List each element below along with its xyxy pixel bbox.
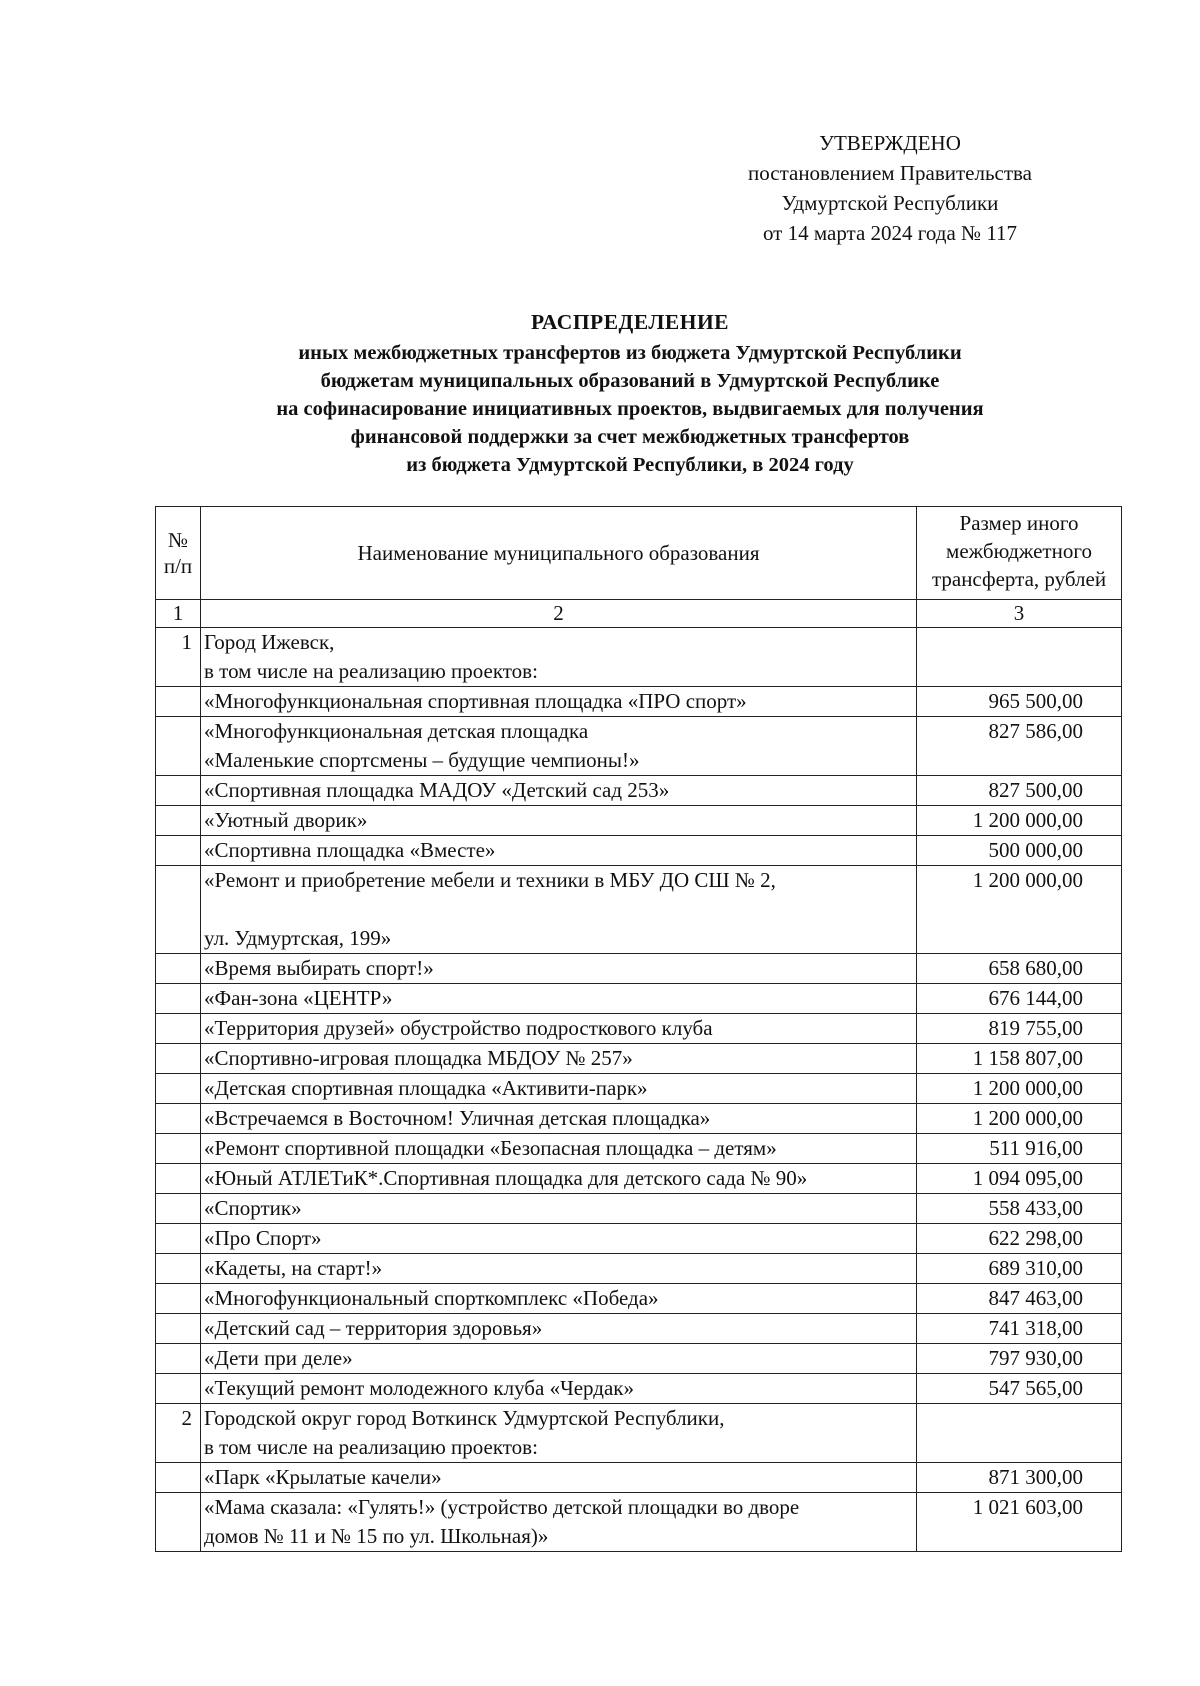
row-name (201, 984, 917, 1014)
table-row (156, 776, 1122, 806)
table-row (156, 1314, 1122, 1344)
row-name-line: «Маленькие спортсмены – будущие чемпионы!» (204, 748, 640, 772)
row-number (156, 687, 201, 717)
table-row (156, 1493, 1122, 1552)
row-number (156, 1164, 201, 1194)
header-number (156, 507, 201, 600)
row-name-line: «Спортивна площадка «Вместе» (204, 838, 496, 862)
row-name-line: «Спортивно-игровая площадка МБДОУ № 257» (204, 1046, 633, 1070)
row-number (156, 1493, 201, 1552)
row-name (201, 1284, 917, 1314)
row-amount: 676 144,00 (917, 984, 1122, 1014)
row-name (201, 1194, 917, 1224)
approval-date: от 14 марта 2024 года № 117 (762, 221, 1018, 245)
header-amount (917, 507, 1122, 600)
table-row (156, 717, 1122, 776)
header-number-symbol: № (167, 528, 189, 552)
row-name-line: «Фан-зона «ЦЕНТР» (204, 986, 393, 1010)
row-number (156, 836, 201, 866)
row-number (156, 1044, 201, 1074)
row-name-line: в том числе на реализацию проектов: (204, 1435, 538, 1459)
header-amount-line: трансферта, рублей (931, 567, 1107, 591)
row-amount: 547 565,00 (917, 1374, 1122, 1404)
row-name-line: «Про Спорт» (204, 1226, 322, 1250)
row-name-line: ул. Удмуртская, 199» (204, 926, 392, 950)
table-row (156, 806, 1122, 836)
row-name (201, 866, 917, 954)
row-amount: 658 680,00 (917, 954, 1122, 984)
row-name-line: «Встречаемся в Восточном! Уличная детская площадка» (204, 1106, 711, 1130)
table-row (156, 866, 1122, 954)
row-amount: 871 300,00 (917, 1463, 1122, 1493)
row-amount: 847 463,00 (917, 1284, 1122, 1314)
row-name-line: «Парк «Крылатые качели» (204, 1465, 442, 1489)
title-line: на софинасирование инициативных проектов, выдвигаемых для получения (276, 398, 984, 420)
row-amount: 965 500,00 (917, 687, 1122, 717)
row-number (156, 1074, 201, 1104)
row-name-line: «Юный АТЛЕТиК*.Спортивная площадка для детского сада № 90» (204, 1166, 808, 1190)
row-number (156, 1374, 201, 1404)
row-name-line: «Детская спортивная площадка «Активити-парк» (204, 1076, 648, 1100)
approval-line: постановлением Правительства (747, 161, 1032, 185)
title-line: бюджетам муниципальных образований в Удмуртской Республике (320, 370, 940, 392)
table-row (156, 1463, 1122, 1493)
header-name: Наименование муниципального образования (201, 507, 917, 600)
row-name (201, 836, 917, 866)
row-name-line: «Дети при деле» (204, 1346, 353, 1370)
row-name-line: в том числе на реализацию проектов: (204, 659, 538, 683)
table-row (156, 1224, 1122, 1254)
row-number (156, 776, 201, 806)
table-row (156, 1284, 1122, 1314)
row-number (156, 1134, 201, 1164)
row-name (201, 628, 917, 687)
row-name (201, 1314, 917, 1344)
row-amount: 741 318,00 (917, 1314, 1122, 1344)
approval-line: Удмуртской Республики (781, 191, 999, 215)
row-name (201, 1344, 917, 1374)
row-number (156, 954, 201, 984)
column-index: 2 (201, 600, 917, 628)
row-amount: 622 298,00 (917, 1224, 1122, 1254)
table-body (156, 628, 1122, 1552)
row-number (156, 984, 201, 1014)
row-name (201, 687, 917, 717)
title-main: РАСПРЕДЕЛЕНИЕ (530, 310, 730, 334)
row-amount: 797 930,00 (917, 1344, 1122, 1374)
row-number: 1 (156, 628, 201, 687)
row-number (156, 1194, 201, 1224)
row-amount: 827 500,00 (917, 776, 1122, 806)
row-name-line: «Время выбирать спорт!» (204, 956, 434, 980)
row-number (156, 717, 201, 776)
row-amount: 511 916,00 (917, 1134, 1122, 1164)
row-name-line: «Детский сад – территория здоровья» (204, 1316, 543, 1340)
row-name-line: «Уютный дворик» (204, 808, 368, 832)
row-name (201, 1374, 917, 1404)
row-name (201, 1404, 917, 1463)
row-amount: 1 158 807,00 (917, 1044, 1122, 1074)
row-name-line: «Многофункциональная детская площадка (204, 719, 589, 743)
title-line: иных межбюджетных трансфертов из бюджета Удмуртской Республики (298, 342, 962, 364)
row-name (201, 1164, 917, 1194)
row-name-line: «Мама сказала: «Гулять!» (устройство детской площадки во дворе (204, 1495, 800, 1519)
row-number: 2 (156, 1404, 201, 1463)
header-number-label: п/п (163, 554, 193, 578)
row-name-line: «Территория друзей» обустройство подросткового клуба (204, 1016, 713, 1040)
row-amount (917, 1404, 1122, 1463)
row-name (201, 1493, 917, 1552)
header-amount-line: межбюджетного (946, 539, 1092, 563)
row-name (201, 776, 917, 806)
table-row (156, 628, 1122, 687)
row-amount: 500 000,00 (917, 836, 1122, 866)
row-name-line: «Спортивная площадка МАДОУ «Детский сад 253» (204, 778, 670, 802)
row-number (156, 866, 201, 954)
table-row (156, 1044, 1122, 1074)
table-row (156, 1194, 1122, 1224)
row-name (201, 1044, 917, 1074)
row-name (201, 1134, 917, 1164)
row-name (201, 1463, 917, 1493)
row-amount: 1 200 000,00 (917, 806, 1122, 836)
column-index-row (156, 600, 1122, 628)
row-number (156, 1014, 201, 1044)
row-name (201, 1254, 917, 1284)
table-row (156, 1014, 1122, 1044)
row-name (201, 954, 917, 984)
row-number (156, 1463, 201, 1493)
table-header-row (156, 507, 1122, 600)
row-amount (917, 628, 1122, 687)
row-number (156, 1254, 201, 1284)
row-amount: 1 094 095,00 (917, 1164, 1122, 1194)
table-row (156, 984, 1122, 1014)
row-amount: 819 755,00 (917, 1014, 1122, 1044)
row-number (156, 1344, 201, 1374)
row-amount: 1 200 000,00 (917, 1104, 1122, 1134)
row-name-line: Город Ижевск, (204, 630, 335, 654)
row-name-line: «Кадеты, на старт!» (204, 1256, 383, 1280)
table-row (156, 1374, 1122, 1404)
distribution-table (155, 506, 1122, 1552)
row-name-line: «Спортик» (204, 1196, 302, 1220)
row-name-line: «Многофункциональная спортивная площадка «ПРО спорт» (204, 689, 747, 713)
row-name-line: Городской округ город Воткинск Удмуртской Республики, (204, 1406, 725, 1430)
row-number (156, 1314, 201, 1344)
table-row (156, 1074, 1122, 1104)
row-number (156, 1284, 201, 1314)
column-index: 3 (917, 600, 1122, 628)
row-number (156, 1104, 201, 1134)
row-name (201, 1224, 917, 1254)
approval-stamp (720, 128, 1060, 248)
header-amount-line: Размер иного (959, 511, 1079, 535)
row-name (201, 1074, 917, 1104)
table-row (156, 687, 1122, 717)
row-number (156, 1224, 201, 1254)
table-row (156, 1134, 1122, 1164)
row-amount: 827 586,00 (917, 717, 1122, 776)
table-row (156, 836, 1122, 866)
table-row (156, 1104, 1122, 1134)
row-name (201, 806, 917, 836)
table-row (156, 1254, 1122, 1284)
table-row (156, 1404, 1122, 1463)
row-name (201, 717, 917, 776)
column-index: 1 (156, 600, 201, 628)
table-row (156, 954, 1122, 984)
row-amount: 689 310,00 (917, 1254, 1122, 1284)
row-name (201, 1104, 917, 1134)
row-amount: 1 021 603,00 (917, 1493, 1122, 1552)
approval-title: УТВЕРЖДЕНО (819, 131, 961, 155)
document-title (150, 308, 1110, 479)
table-row (156, 1164, 1122, 1194)
table-row (156, 1344, 1122, 1374)
row-number (156, 806, 201, 836)
row-name-line (204, 895, 913, 924)
row-amount: 558 433,00 (917, 1194, 1122, 1224)
title-line: финансовой поддержки за счет межбюджетных трансфертов (350, 426, 910, 448)
row-name-line: «Текущий ремонт молодежного клуба «Чердак» (204, 1376, 634, 1400)
title-line: из бюджета Удмуртской Республики, в 2024 году (406, 454, 854, 476)
row-name-line: домов № 11 и № 15 по ул. Школьная)» (204, 1524, 549, 1548)
row-amount: 1 200 000,00 (917, 1074, 1122, 1104)
row-name-line: «Ремонт и приобретение мебели и техники в МБУ ДО СШ № 2, (204, 868, 776, 892)
row-name-line: «Ремонт спортивной площадки «Безопасная площадка – детям» (204, 1136, 777, 1160)
row-name (201, 1014, 917, 1044)
row-name-line: «Многофункциональный спорткомплекс «Победа» (204, 1286, 659, 1310)
row-amount: 1 200 000,00 (917, 866, 1122, 954)
